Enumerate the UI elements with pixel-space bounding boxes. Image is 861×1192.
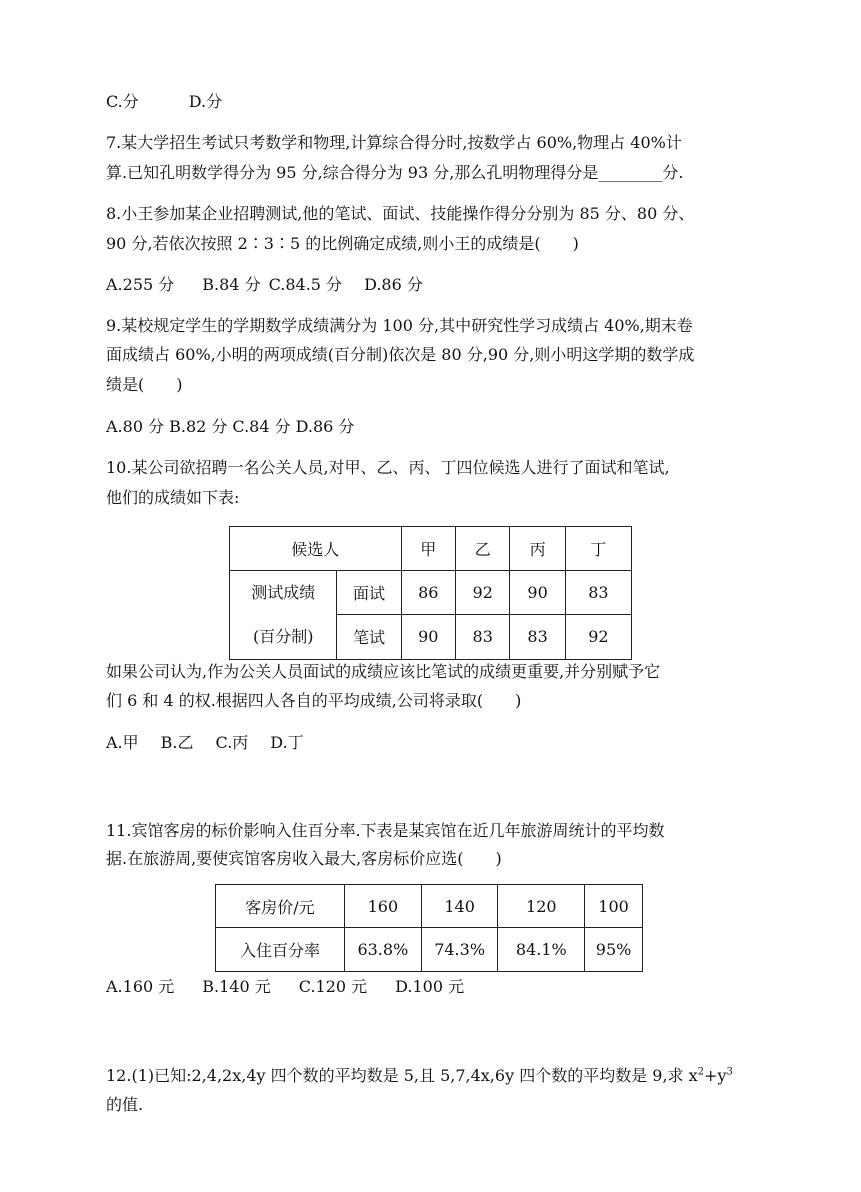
q11-option-a: A.160 元 bbox=[106, 977, 175, 996]
table-cell: 86 bbox=[401, 571, 455, 615]
q8-options bbox=[106, 273, 423, 297]
candidate-ding: 丁 bbox=[565, 527, 631, 571]
q10-line-2: 他们的成绩如下表: bbox=[106, 488, 240, 507]
q12-line-2: 的值. bbox=[106, 1095, 144, 1114]
table-cell: 84.1% bbox=[498, 928, 585, 972]
q12-exponent-1: 2 bbox=[697, 1066, 705, 1078]
q8-option-d: D.86 分 bbox=[364, 275, 423, 294]
q11-option-b: B.140 元 bbox=[202, 977, 271, 996]
table-cell: 92 bbox=[456, 571, 510, 615]
group-label-line-1: 测试成绩 bbox=[251, 583, 316, 602]
table-cell: 140 bbox=[421, 885, 498, 928]
q11-options bbox=[106, 975, 464, 999]
q10-option-a: A.甲 bbox=[106, 733, 139, 752]
table-cell: 83 bbox=[565, 571, 631, 615]
q8-line-1: 8.小王参加某企业招聘测试,他的笔试、面试、技能操作得分分别为 85 分、80 分、 bbox=[106, 204, 695, 223]
q10-option-b: B.乙 bbox=[160, 733, 194, 752]
q8-option-c: C.84.5 分 bbox=[268, 275, 343, 294]
q7-line-1: 7.某大学招生考试只考数学和物理,计算综合得分时,按数学占 60%,物理占 40%计 bbox=[106, 133, 682, 152]
q9-line-1: 9.某校规定学生的学期数学成绩满分为 100 分,其中研究性学习成绩占 40%,期末卷 bbox=[106, 316, 693, 335]
q6-option-c: C.分 bbox=[106, 92, 139, 111]
q12-text: 12.(1)已知:2,4,2x,4y 四个数的平均数是 5,且 5,7,4x,6y 四个数的平均数是 9,求 x bbox=[106, 1066, 698, 1085]
table-cell: 83 bbox=[456, 614, 510, 659]
q6-option-d: D.分 bbox=[188, 92, 223, 111]
q11-option-c: C.120 元 bbox=[298, 977, 368, 996]
q11-line-2: 据.在旅游周,要使宾馆客房收入最大,客房标价应选( ) bbox=[106, 849, 502, 868]
q10-option-c: C.丙 bbox=[215, 733, 249, 752]
q10-line-3: 如果公司认为,作为公关人员面试的成绩应该比笔试的成绩更重要,并分别赋予它 bbox=[106, 662, 661, 681]
q9-option-c: C.84 分 bbox=[232, 417, 291, 436]
q7-line-2: 算.已知孔明数学得分为 95 分,综合得分为 93 分,那么孔明物理得分是________分. bbox=[106, 163, 684, 182]
table-cell: 74.3% bbox=[421, 928, 498, 972]
table-cell: 92 bbox=[565, 614, 631, 659]
q9-option-b: B.82 分 bbox=[169, 417, 228, 436]
q9-line-2: 面成绩占 60%,小明的两项成绩(百分制)依次是 80 分,90 分,则小明这学期的数学成 bbox=[106, 345, 695, 364]
q12-plus-y: +y bbox=[704, 1066, 727, 1085]
table-header-label: 候选人 bbox=[230, 527, 402, 571]
table-cell: 120 bbox=[498, 885, 585, 928]
group-label-line-2: (百分制) bbox=[252, 627, 314, 646]
room-price-table bbox=[215, 884, 643, 972]
candidate-score-table bbox=[229, 526, 632, 660]
row-label-written: 笔试 bbox=[337, 614, 401, 659]
table-cell: 90 bbox=[510, 571, 565, 615]
candidate-yi: 乙 bbox=[456, 527, 510, 571]
q9-option-d: D.86 分 bbox=[295, 417, 355, 436]
table-cell: 160 bbox=[344, 885, 421, 928]
candidate-bing: 丙 bbox=[510, 527, 565, 571]
candidate-jia: 甲 bbox=[401, 527, 455, 571]
q8-line-2: 90 分,若依次按照 2∶3∶5 的比例确定成绩,则小王的成绩是( ) bbox=[106, 234, 579, 253]
row-label-price: 客房价/元 bbox=[216, 885, 345, 928]
table-cell: 100 bbox=[585, 885, 643, 928]
q12-line-1 bbox=[106, 1064, 733, 1088]
q11-option-d: D.100 元 bbox=[395, 977, 465, 996]
q10-line-1: 10.某公司欲招聘一名公关人员,对甲、乙、丙、丁四位候选人进行了面试和笔试, bbox=[106, 458, 670, 477]
row-label-interview: 面试 bbox=[337, 571, 401, 615]
table-cell: 63.8% bbox=[344, 928, 421, 972]
q9-option-a: A.80 分 bbox=[106, 417, 165, 436]
q12-exponent-2: 3 bbox=[726, 1066, 733, 1078]
test-score-group-label bbox=[230, 571, 337, 660]
q10-option-d: D.丁 bbox=[270, 733, 304, 752]
q11-line-1: 11.宾馆客房的标价影响入住百分率.下表是某宾馆在近几年旅游周统计的平均数 bbox=[106, 821, 665, 840]
q9-options bbox=[106, 415, 354, 439]
row-label-occupancy: 入住百分率 bbox=[216, 928, 345, 972]
q8-option-a: A.255 分 bbox=[106, 275, 175, 294]
q10-line-4: 们 6 和 4 的权.根据四人各自的平均成绩,公司将录取( ) bbox=[106, 691, 522, 710]
q9-line-3: 绩是( ) bbox=[106, 375, 183, 394]
q8-option-b: B.84 分 bbox=[202, 275, 261, 294]
table-cell: 90 bbox=[401, 614, 455, 659]
q6-options bbox=[106, 90, 222, 114]
table-cell: 95% bbox=[585, 928, 643, 972]
table-cell: 83 bbox=[510, 614, 565, 659]
q10-options bbox=[106, 731, 304, 755]
